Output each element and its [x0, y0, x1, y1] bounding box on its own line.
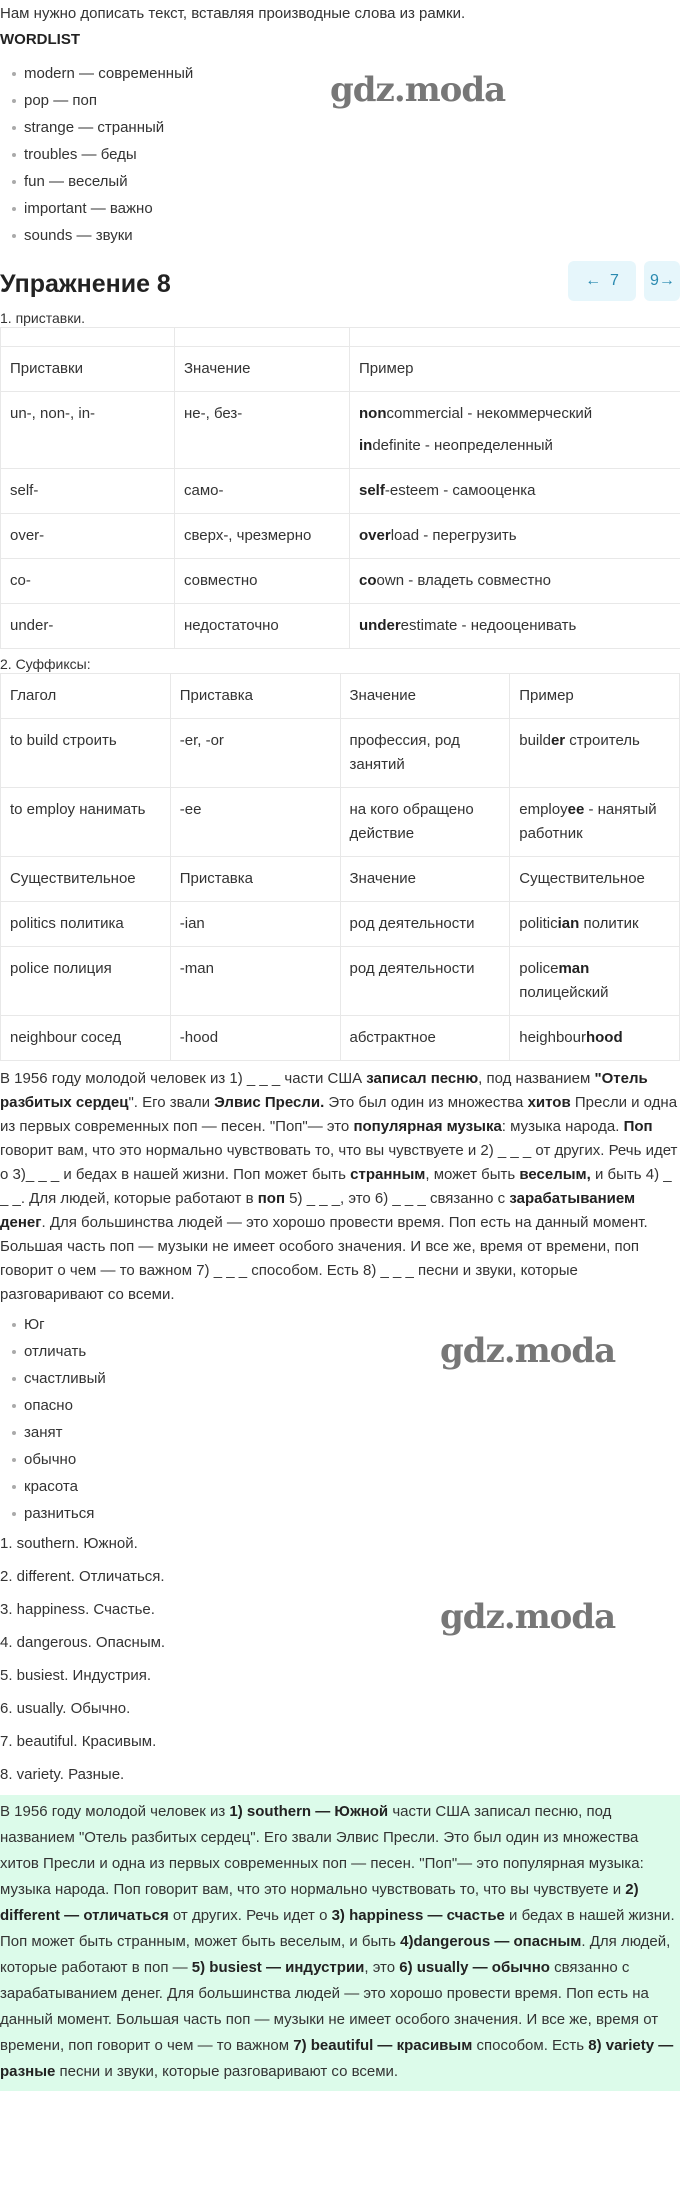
text-segment: профессия, род занятий [349, 732, 460, 773]
table-header-row [1, 857, 680, 902]
text-segment: politic [519, 915, 558, 932]
table-cell [1, 469, 175, 514]
table-cell [175, 604, 350, 649]
bold-text: ee [567, 801, 585, 818]
list-item: Юг [0, 1311, 680, 1338]
text-segment: род деятельности [349, 960, 475, 977]
intro-text: Нам нужно дописать текст, вставляя производные слова из рамки. [0, 5, 466, 22]
bold-text: under [359, 617, 401, 634]
arrow-left-icon: ← [585, 272, 602, 289]
table-cell [510, 902, 680, 947]
watermark: gdz.moda [440, 1597, 616, 1637]
text-segment: и бедах в нашей жизни. Поп может быть странным, может быть веселым, и быть [0, 1907, 675, 1950]
text-segment: commercial - некоммерческий [386, 405, 593, 422]
prefixes-caption: 1. приставки. [0, 310, 86, 326]
table-cell [510, 857, 680, 902]
text-segment: to build строить [10, 732, 117, 749]
table-cell [510, 1016, 680, 1061]
table-cell [170, 719, 340, 788]
bold-text: 7) beautiful — красивым [293, 2037, 473, 2054]
text-segment: абстрактное [349, 1029, 436, 1046]
text-segment: , под названием [478, 1070, 595, 1087]
table-cell [510, 788, 680, 857]
text-segment: heighbour [519, 1029, 586, 1046]
table-row [1, 392, 680, 469]
bold-text: non [359, 405, 387, 422]
table-cell [340, 857, 510, 902]
table-cell [175, 328, 350, 347]
bold-text: странным [350, 1166, 426, 1183]
table-cell [510, 719, 680, 788]
table-cell [350, 469, 680, 514]
bold-text: 5) busiest — индустрии [191, 1959, 365, 1976]
text-segment: 5) _ _ _, это 6) _ _ _ связанно с [285, 1190, 510, 1207]
table-cell [1, 392, 175, 469]
bold-text: co [359, 572, 377, 589]
text-segment: definite - неопределенный [372, 437, 553, 454]
bold-text: over [359, 527, 391, 544]
bold-text: 3) happiness — счастье [331, 1907, 505, 1924]
next-label: 9 [650, 272, 659, 289]
text-segment: , это [364, 1959, 400, 1976]
table-cell [350, 604, 680, 649]
list-item: обычно [0, 1446, 680, 1473]
list-item: красота [0, 1473, 680, 1500]
text-segment: род деятельности [349, 915, 475, 932]
table-cell [1, 857, 171, 902]
text-segment: полицейский [519, 984, 609, 1001]
text-segment: Существительное [519, 870, 645, 887]
text-segment: недостаточно [184, 617, 279, 634]
list-item: fun — веселый [0, 168, 680, 195]
page-title: Упражнение 8 [0, 270, 171, 298]
text-segment: -ian [179, 915, 205, 932]
bold-text: записал песню [366, 1070, 479, 1087]
text-segment: - нанятый работник [519, 801, 657, 842]
table-cell [170, 947, 340, 1016]
text-segment: политик [579, 915, 639, 932]
bold-text: 4)dangerous — опасным [400, 1933, 582, 1950]
title-bar [0, 261, 680, 309]
bold-text: Поп [623, 1118, 653, 1135]
text-segment: Значение [349, 687, 417, 704]
table-cell [340, 902, 510, 947]
list-item: modern — современный [0, 60, 680, 87]
text-segment: : музыка народа. [501, 1118, 624, 1135]
table-row [1, 514, 680, 559]
text-segment: не-, без- [184, 405, 243, 422]
answer-item: 2. different. Отличаться. [0, 1568, 165, 1585]
list-item: опасно [0, 1392, 680, 1419]
table-cell [1, 328, 175, 347]
text-segment: load - перегрузить [390, 527, 517, 544]
bold-text: 6) usually — обычно [399, 1959, 550, 1976]
text-segment: сверх-, чрезмерно [184, 527, 312, 544]
table-cell [175, 559, 350, 604]
list-item: important — важно [0, 195, 680, 222]
table-cell [1, 719, 171, 788]
list-item: занят [0, 1419, 680, 1446]
text-segment: -er, -or [179, 732, 224, 749]
text-segment: co- [10, 572, 31, 589]
text-segment: Приставка [179, 870, 253, 887]
list-item: отличать [0, 1338, 680, 1365]
bold-text: зарабатыванием денег [0, 1190, 636, 1231]
bold-text: hood [585, 1029, 623, 1046]
list-item: разниться [0, 1500, 680, 1527]
table-cell [340, 1016, 510, 1061]
text-segment: Пресли и одна из первых современных поп — песен. "Поп"— это [0, 1094, 678, 1135]
table-cell [510, 674, 680, 719]
column-header: Приставки [1, 347, 175, 392]
prefixes-table [0, 327, 680, 649]
list-item: troubles — беды [0, 141, 680, 168]
text-segment: ". Его звали [128, 1094, 215, 1111]
table-row [1, 902, 680, 947]
answer-item: 8. variety. Разные. [0, 1766, 125, 1783]
suffixes-caption: 2. Суффиксы: [0, 656, 91, 672]
table-cell [350, 328, 680, 347]
text-segment: -man [179, 960, 214, 977]
bold-text: er [550, 732, 566, 749]
text-segment: связанно с зарабатыванием денег. Для большинства людей — это хорошо провести время. Поп есть на данный момент. Большая часть поп — музыки не имеет особого значения. И все же, время от времени, поп говорит о чем — то важном [0, 1959, 659, 2054]
table-cell [170, 788, 340, 857]
table-cell [1, 902, 171, 947]
table-row [1, 604, 680, 649]
table-cell [170, 902, 340, 947]
list-item: счастливый [0, 1365, 680, 1392]
table-cell [175, 392, 350, 469]
bold-text: in [359, 437, 373, 454]
wordlist-container [0, 60, 680, 249]
table-cell [350, 514, 680, 559]
text-segment: говорит вам, что это нормально чувствовать то, что вы чувствуете и 2) _ _ _ от других. Речь идет о 3)_ _ _ и бедах в нашей жизни. Поп может быть [0, 1142, 678, 1183]
text-segment: Существительное [10, 870, 136, 887]
table-row [1, 947, 680, 1016]
text-segment: Приставка [179, 687, 253, 704]
table-cell [340, 788, 510, 857]
suffixes-table [0, 673, 680, 1061]
table-cell [350, 559, 680, 604]
bold-text: man [558, 960, 590, 977]
answer-item: 3. happiness. Счастье. [0, 1601, 155, 1618]
text-segment: estimate - недооценивать [400, 617, 577, 634]
table-cell [170, 857, 340, 902]
table-cell [1, 1016, 171, 1061]
hint-words-container [0, 1311, 680, 1527]
answer-item: 4. dangerous. Опасным. [0, 1634, 166, 1651]
table-cell [1, 788, 171, 857]
text-segment: . Для большинства людей — это хорошо провести время. Поп есть на данный момент. Большая часть поп — музыки не имеет особого значения. И все же, время от времени, поп говорит о чем — то важном 7) _ _ _ способом. Есть 8) _ _ _ песни и звуки, которые разговаривают со всеми. [0, 1214, 648, 1303]
table-cell [170, 1016, 340, 1061]
bold-text: ian [557, 915, 580, 932]
table-cell [170, 674, 340, 719]
arrow-right-icon: → [658, 272, 675, 289]
table-cell [340, 674, 510, 719]
table-row [1, 1016, 680, 1061]
watermark: gdz.moda [330, 70, 506, 110]
answer-text [0, 1795, 680, 2091]
text-segment: само- [184, 482, 224, 499]
table-cell [1, 559, 175, 604]
list-item: sounds — звуки [0, 222, 680, 249]
table-cell [175, 514, 350, 559]
answer-item: 7. beautiful. Красивым. [0, 1733, 157, 1750]
text-segment: , может быть [425, 1166, 520, 1183]
text-segment: un-, non-, in- [10, 405, 96, 422]
text-segment: police полиция [10, 960, 112, 977]
table-row [1, 719, 680, 788]
text-segment: police [519, 960, 559, 977]
column-header: Значение [175, 347, 350, 392]
list-item: pop — поп [0, 87, 680, 114]
text-segment: Глагол [10, 687, 57, 704]
bold-text: хитов [527, 1094, 571, 1111]
bold-text: self [359, 482, 385, 499]
text-segment: строитель [565, 732, 640, 749]
table-row [1, 469, 680, 514]
text-segment: over- [10, 527, 45, 544]
list-item: strange — странный [0, 114, 680, 141]
text-segment: -esteem - самооценка [384, 482, 536, 499]
text-segment: на кого обращено действие [349, 801, 474, 842]
answer-item: 5. busiest. Индустрия. [0, 1667, 152, 1684]
table-cell [340, 947, 510, 1016]
bold-text: "Отель разбитых сердец [0, 1070, 648, 1111]
table-cell [1, 947, 171, 1016]
text-segment: В 1956 году молодой человек из 1) _ _ _ части США [0, 1070, 367, 1087]
bold-text: Элвис Пресли. [214, 1094, 325, 1111]
text-segment: совместно [184, 572, 258, 589]
table-cell [350, 392, 680, 469]
prev-label: 7 [609, 272, 619, 289]
table-cell [1, 604, 175, 649]
answers-list [0, 1527, 680, 1791]
bold-text: поп [257, 1190, 286, 1207]
text-segment: от других. Речь идет о [168, 1907, 332, 1924]
table-header-row [1, 674, 680, 719]
text-segment: own - владеть совместно [376, 572, 551, 589]
table-row [1, 328, 680, 347]
text-segment: to employ нанимать [10, 801, 146, 818]
answers-container [0, 1527, 680, 1791]
table-cell [340, 719, 510, 788]
table-cell [510, 947, 680, 1016]
text-segment: В 1956 году молодой человек из [0, 1803, 230, 1820]
text-segment: self- [10, 482, 39, 499]
text-segment: under- [10, 617, 54, 634]
table-row [1, 788, 680, 857]
text-segment: politics политика [10, 915, 124, 932]
text-segment: -hood [179, 1029, 219, 1046]
table-cell [1, 514, 175, 559]
table-cell-line [359, 434, 671, 458]
text-segment: Пример [519, 687, 574, 704]
text-segment: employ [519, 801, 568, 818]
watermark: gdz.moda [440, 1331, 616, 1371]
text-segment: способом. Есть [472, 2037, 589, 2054]
table-cell [175, 469, 350, 514]
text-segment: песни и звуки, которые разговаривают со всеми. [55, 2063, 399, 2080]
bold-text: 2) different — отличаться [0, 1881, 639, 1924]
column-header: Пример [350, 347, 680, 392]
task-text [0, 1067, 680, 1307]
wordlist [0, 60, 680, 249]
text-segment: Это был один из множества [324, 1094, 528, 1111]
text-segment: neighbour сосед [10, 1029, 122, 1046]
text-segment: части США записал песню, под названием "Отель разбитых сердец". Его звали Элвис Пресли. Это был один из множества хитов Пресли и одна из первых современных поп — песен. "Поп"— это популярная музыка: музыка народа. Поп говорит вам, что это нормально чувствовать то, что вы чувствуете и [0, 1803, 644, 1898]
text-segment: и быть 4) _ _ _. Для людей, которые работают в [0, 1166, 672, 1207]
text-segment: Значение [349, 870, 417, 887]
table-header-row [1, 347, 680, 392]
text-segment: build [519, 732, 551, 749]
bold-text: веселым, [519, 1166, 591, 1183]
text-segment: -ee [179, 801, 202, 818]
prev-exercise-button[interactable] [568, 261, 636, 301]
table-row [1, 559, 680, 604]
bold-text: 8) variety — разные [0, 2037, 674, 2080]
hint-words-list [0, 1311, 680, 1527]
bold-text: популярная музыка [353, 1118, 502, 1135]
next-exercise-button[interactable] [644, 261, 680, 301]
answer-item: 1. southern. Южной. [0, 1535, 138, 1552]
wordlist-title: WORDLIST [0, 31, 80, 48]
table-cell [1, 674, 171, 719]
text-segment: . Для людей, которые работают в поп — [0, 1933, 671, 1976]
bold-text: 1) southern — Южной [229, 1803, 389, 1820]
answer-item: 6. usually. Обычно. [0, 1700, 131, 1717]
